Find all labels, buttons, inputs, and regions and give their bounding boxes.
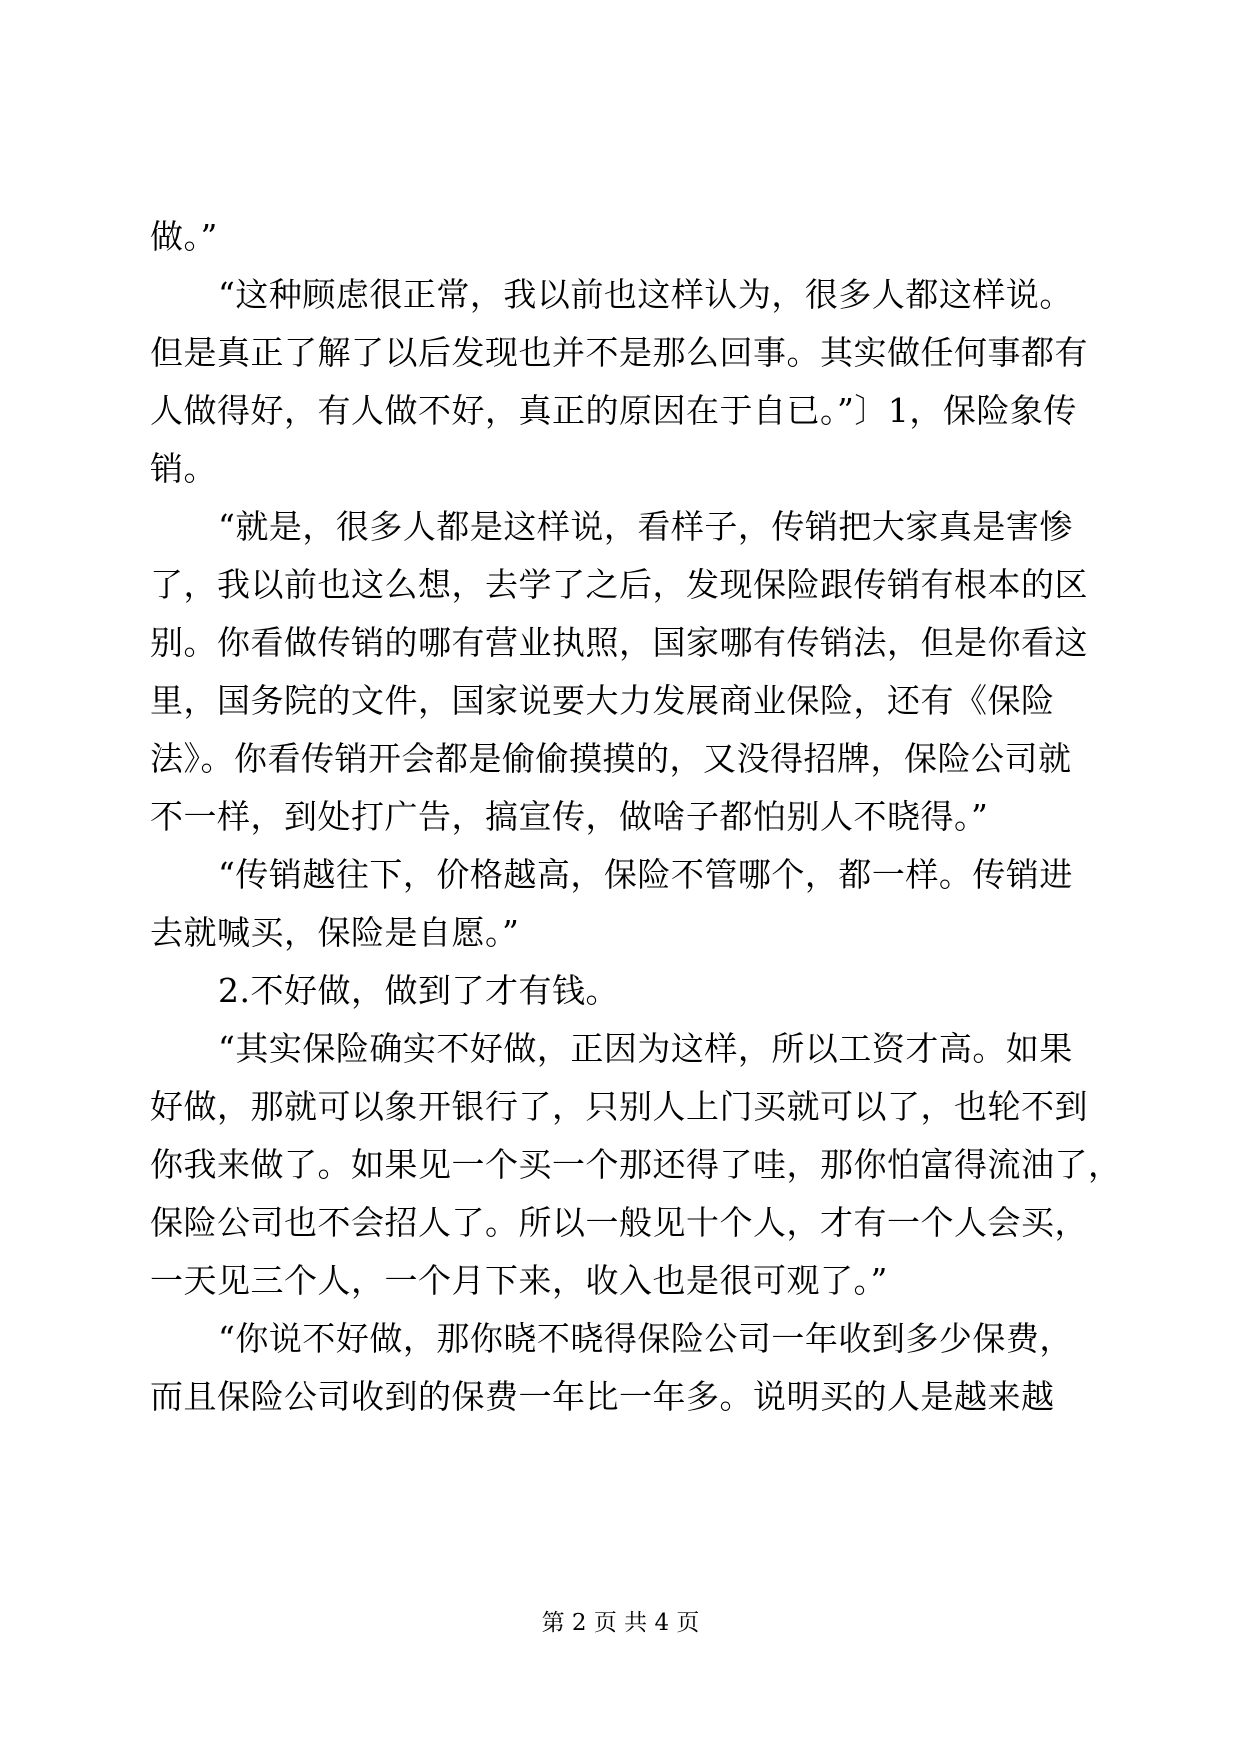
text-line: 保险公司也不会招人了。所以一般见十个人，才有一个人会买， xyxy=(150,1203,1088,1242)
text-line: 好做，那就可以象开银行了，只别人上门买就可以了，也轮不到 xyxy=(150,1087,1088,1126)
text-line: 一天见三个人，一个月下来，收入也是很可观了。” xyxy=(150,1261,888,1300)
text-line: 不一样，到处打广告，搞宣传，做啥子都怕别人不晓得。” xyxy=(150,797,989,836)
text-line: 你我来做了。如果见一个买一个那还得了哇，那你怕富得流油了， xyxy=(150,1145,1122,1184)
text-line: 而且保险公司收到的保费一年比一年多。说明买的人是越来越 xyxy=(150,1377,1055,1416)
text-line: “这种顾虑很正常，我以前也这样认为，很多人都这样说。 xyxy=(218,275,1073,314)
text-line: 去就喊买，保险是自愿。” xyxy=(150,913,520,952)
text-line: 销。 xyxy=(150,449,217,488)
text-line: “传销越往下，价格越高，保险不管哪个，都一样。传销进 xyxy=(218,855,1073,894)
text-line: 别。你看做传销的哪有营业执照，国家哪有传销法，但是你看这 xyxy=(150,623,1088,662)
text-line: 了，我以前也这么想，去学了之后，发现保险跟传销有根本的区 xyxy=(150,565,1088,604)
text-line: “就是，很多人都是这样说，看样子，传销把大家真是害惨 xyxy=(218,507,1073,546)
page-footer: 第 2 页 共 4 页 xyxy=(541,1610,700,1636)
text-line: “你说不好做，那你晓不晓得保险公司一年收到多少保费， xyxy=(218,1319,1073,1358)
text-line: 但是真正了解了以后发现也并不是那么回事。其实做任何事都有 xyxy=(150,333,1088,372)
text-line: 2.不好做，做到了才有钱。 xyxy=(218,971,619,1010)
text-line: 做。” xyxy=(150,217,218,256)
text-line: 里，国务院的文件，国家说要大力发展商业保险，还有《保险 xyxy=(150,681,1055,720)
text-line: 法》。你看传销开会都是偷偷摸摸的，又没得招牌，保险公司就 xyxy=(150,739,1072,778)
text-line: 人做得好，有人做不好，真正的原因在于自已。”〕1，保险象传 xyxy=(150,391,1077,430)
text-line: “其实保险确实不好做，正因为这样，所以工资才高。如果 xyxy=(218,1029,1073,1068)
